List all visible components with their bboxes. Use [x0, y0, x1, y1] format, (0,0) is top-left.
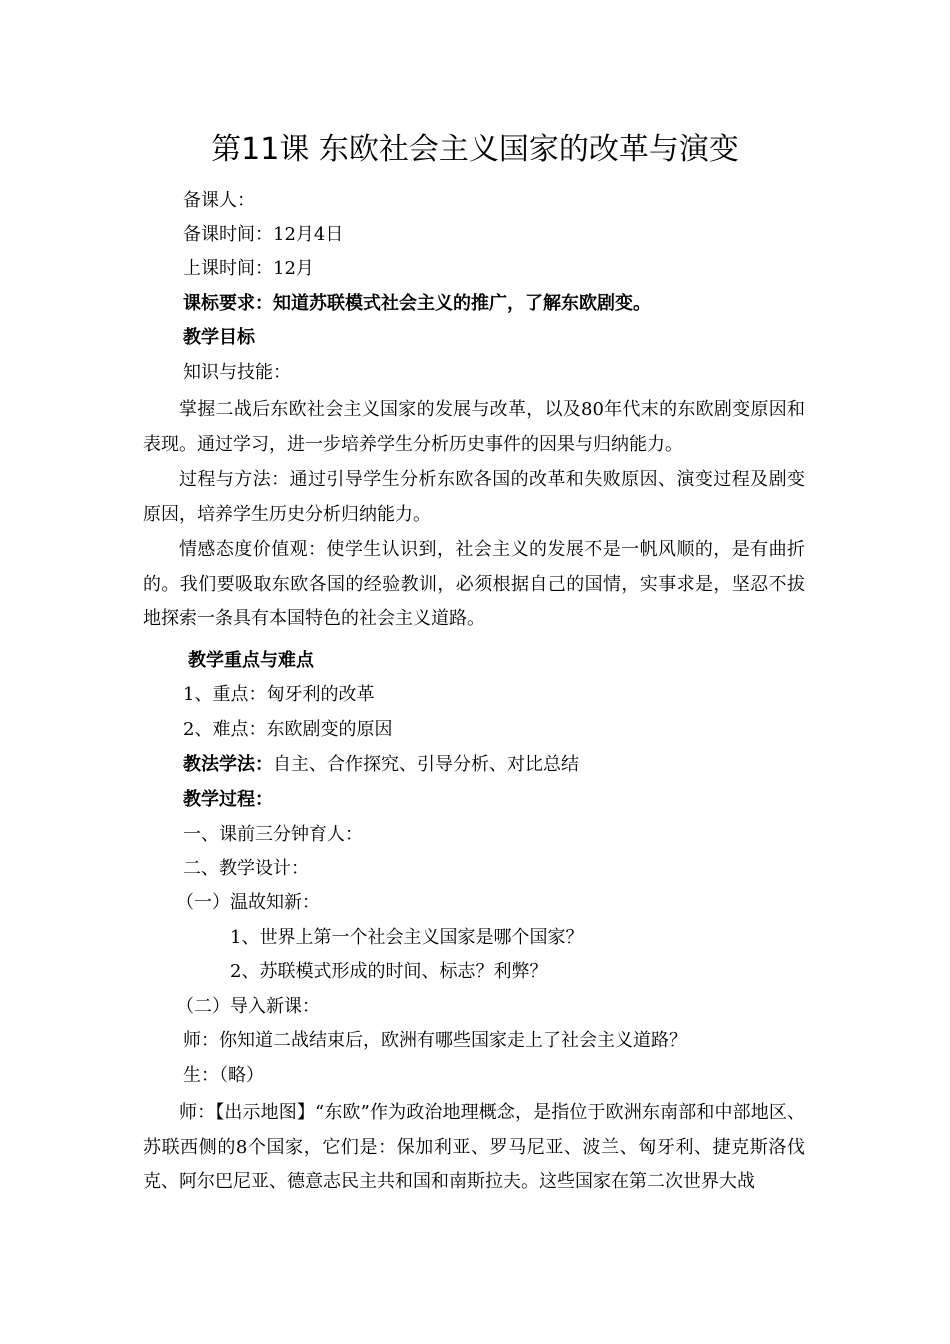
review-question-1: 1、世界上第一个社会主义国家是哪个国家？: [230, 927, 584, 948]
teacher-question: 师：你知道二战结束后，欧洲有哪些国家走上了社会主义道路？: [183, 1030, 687, 1051]
preparer-line: 备课人：: [183, 190, 255, 211]
process-method-paragraph: 过程与方法：通过引导学生分析东欧各国的改革和失败原因、演变过程及剧变原因，培养学生历史分析归纳能力。: [143, 469, 805, 525]
teacher-map-paragraph: 师：【出示地图】“东欧”作为政治地理概念，是指位于欧洲东南部和中部地区、苏联西侧的8个国家，它们是：保加利亚、罗马尼亚、波兰、匈牙利、捷克斯洛伐克、阿尔巴尼亚、德意志民主共和国和南斯拉夫。这些国家在第二次世界大战: [143, 1102, 805, 1192]
key-points-heading: 教学重点与难点: [188, 650, 314, 671]
page-title: 第11课 东欧社会主义国家的改革与演变: [211, 132, 739, 167]
step-two: 二、教学设计：: [183, 858, 309, 879]
emotion-values-paragraph: 情感态度价值观：使学生认识到，社会主义的发展不是一帆风顺的，是有曲折的。我们要吸取东欧各国的经验教训，必须根据自己的国情，实事求是，坚忍不拔地探索一条具有本国特色的社会主义道路。: [143, 539, 805, 629]
review-heading: （一）温故知新：: [176, 892, 320, 913]
difficulty-item: 2、难点：东欧剧变的原因: [183, 719, 393, 740]
intro-heading: （二）导入新课：: [176, 996, 320, 1017]
student-answer: 生：（略）: [183, 1065, 264, 1086]
methods-line: [183, 750, 579, 780]
methods-label: 教法学法：: [183, 754, 273, 775]
class-time-line: 上课时间：12月: [183, 258, 314, 279]
step-one: 一、课前三分钟育人：: [183, 824, 363, 845]
knowledge-paragraph: 掌握二战后东欧社会主义国家的发展与改革，以及80年代末的东欧剧变原因和表现。通过学习，进一步培养学生分析历史事件的因果与归纳能力。: [143, 399, 805, 455]
teaching-process-heading: 教学过程：: [183, 789, 273, 810]
knowledge-skills-heading: 知识与技能：: [183, 362, 291, 383]
methods-value: 自主、合作探究、引导分析、对比总结: [273, 754, 579, 775]
review-question-2: 2、苏联模式形成的时间、标志？利弊？: [230, 961, 548, 982]
key-point-item: 1、重点：匈牙利的改革: [183, 684, 375, 705]
curriculum-standard: 课标要求：知道苏联模式社会主义的推广，了解东欧剧变。: [183, 293, 651, 314]
teaching-goals-heading: 教学目标: [183, 327, 255, 348]
prep-time-line: 备课时间：12月4日: [183, 224, 344, 245]
